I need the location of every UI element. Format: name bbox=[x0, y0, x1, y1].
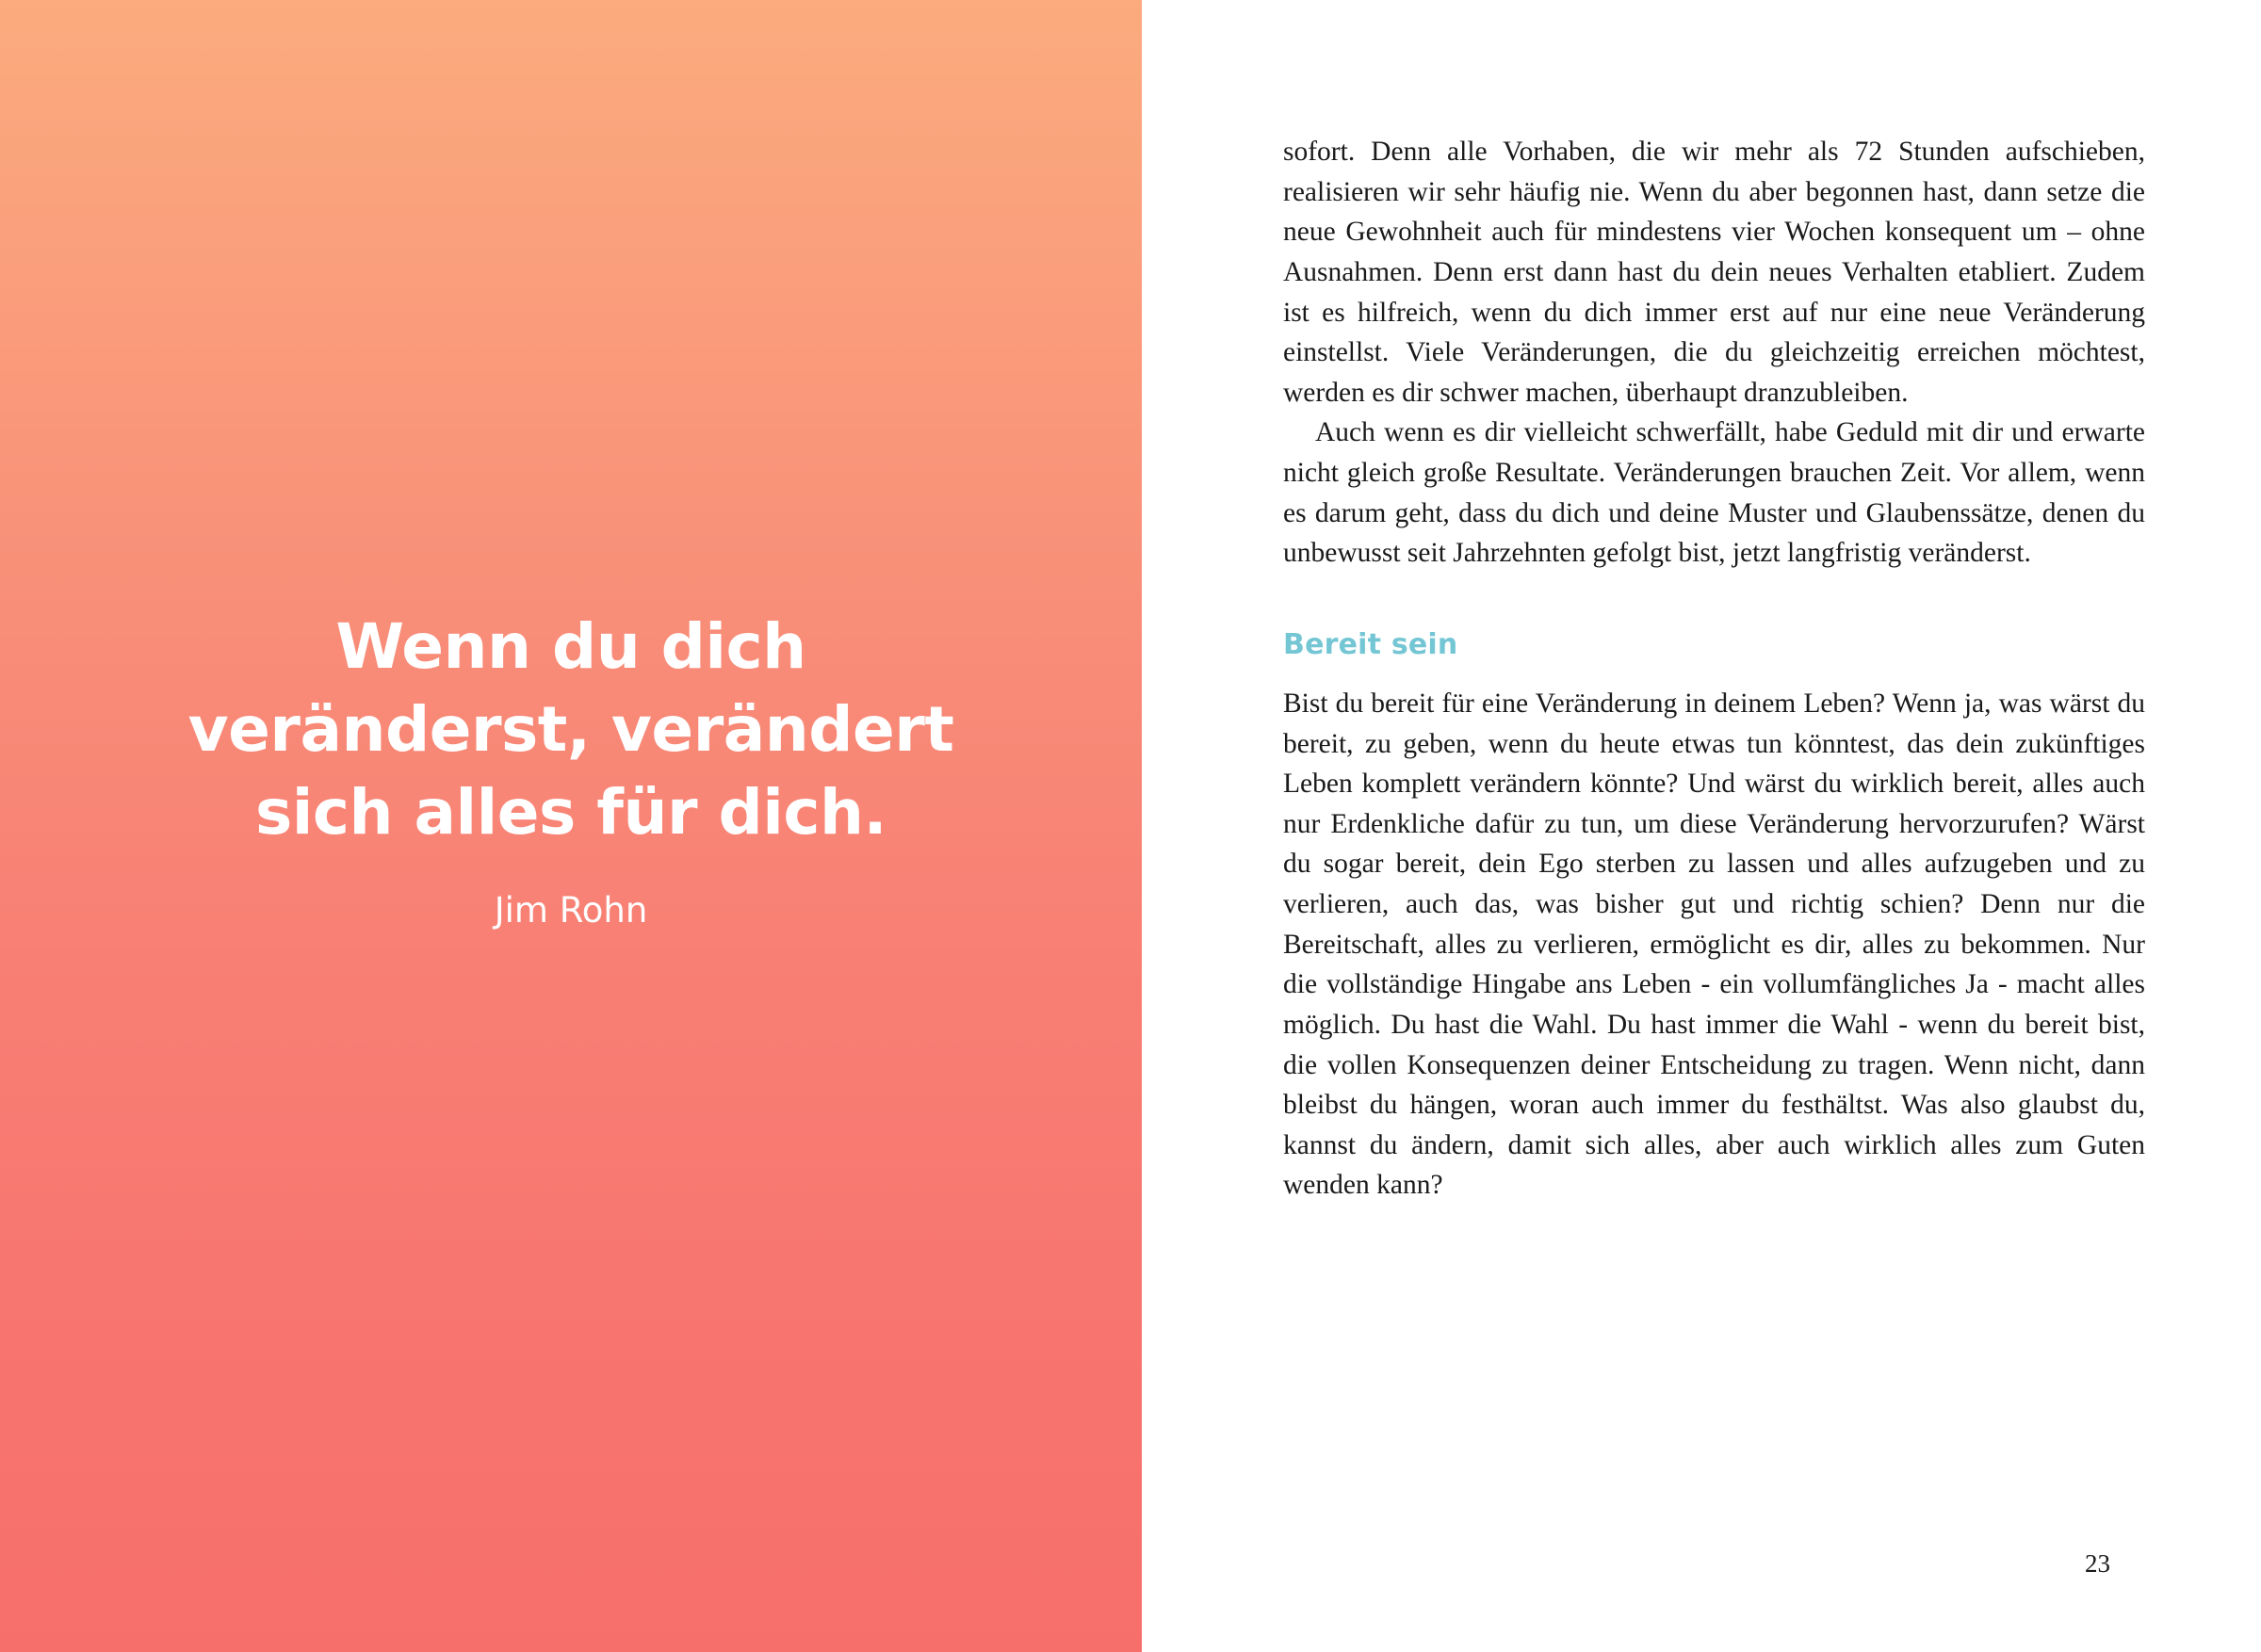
section-body-paragraph: Bist du bereit für eine Veränderung in deinem Leben? Wenn ja, was wärst du bereit, zu geben, wenn du heute etwas tun könntest, das dein zukünftiges Leben komplett verändern könnte? Und wärst du wirklich bereit, alles auch nur Erdenkliche dafür zu tun, um diese Veränderung hervorzurufen? Wärst du sogar bereit, dein Ego sterben zu lassen und alles aufzugeben und zu verlieren, auch das, was bisher gut und richtig schien? Denn nur die Bereitschaft, alles zu verlieren, ermöglicht es dir, alles zu bekommen. Nur die vollständige Hingabe ans Leben - ein vollumfängliches Ja - macht alles möglich. Du hast die Wahl. Du hast immer die Wahl - wenn du bereit bist, die vollen Konsequenzen deiner Entscheidung zu tragen. Wenn nicht, dann bleibst du hängen, woran auch immer du festhältst. Was also glaubst du, kannst du ändern, damit sich alles, aber auch wirklich alles zum Guten wenden kann? bbox=[1283, 688, 2145, 1201]
pull-quote: Wenn du dich veränderst, verändert sich alles für dich. bbox=[187, 610, 954, 849]
page-gutter bbox=[1142, 0, 1283, 1652]
body-paragraph: Auch wenn es dir vielleicht schwerfällt, habe Geduld mit dir und erwarte nicht gleich große Resultate. Veränderungen brauchen Zeit. Vor allem, wenn es darum geht, dass du dich und deine Muster und Glaubenssätze, denen du unbewusst seit Jahrzehnten gefolgt bist, jetzt langfristig veränderst. bbox=[1283, 417, 2145, 569]
page-number: 23 bbox=[2085, 1549, 2110, 1578]
text-page bbox=[1283, 0, 2261, 1652]
body-paragraph: sofort. Denn alle Vorhaben, die wir mehr als 72 Stunden aufschieben, realisieren wir sehr häufig nie. Wenn du aber begonnen hast, dann setze die neue Gewohnheit auch für mindestens vier Wochen konsequent um – ohne Ausnahmen. Denn erst dann hast du dein neues Verhalten etabliert. Zudem ist es hilfreich, wenn du dich immer erst auf nur eine neue Veränderung einstellst. Viele Veränderungen, die du gleichzeitig erreichen möchtest, werden es dir schwer machen, überhaupt dranzubleiben. bbox=[1283, 137, 2145, 408]
quote-attribution: Jim Rohn bbox=[494, 889, 648, 931]
text-column bbox=[1283, 132, 2145, 1206]
section-heading: Bereit sein bbox=[1283, 627, 1458, 661]
